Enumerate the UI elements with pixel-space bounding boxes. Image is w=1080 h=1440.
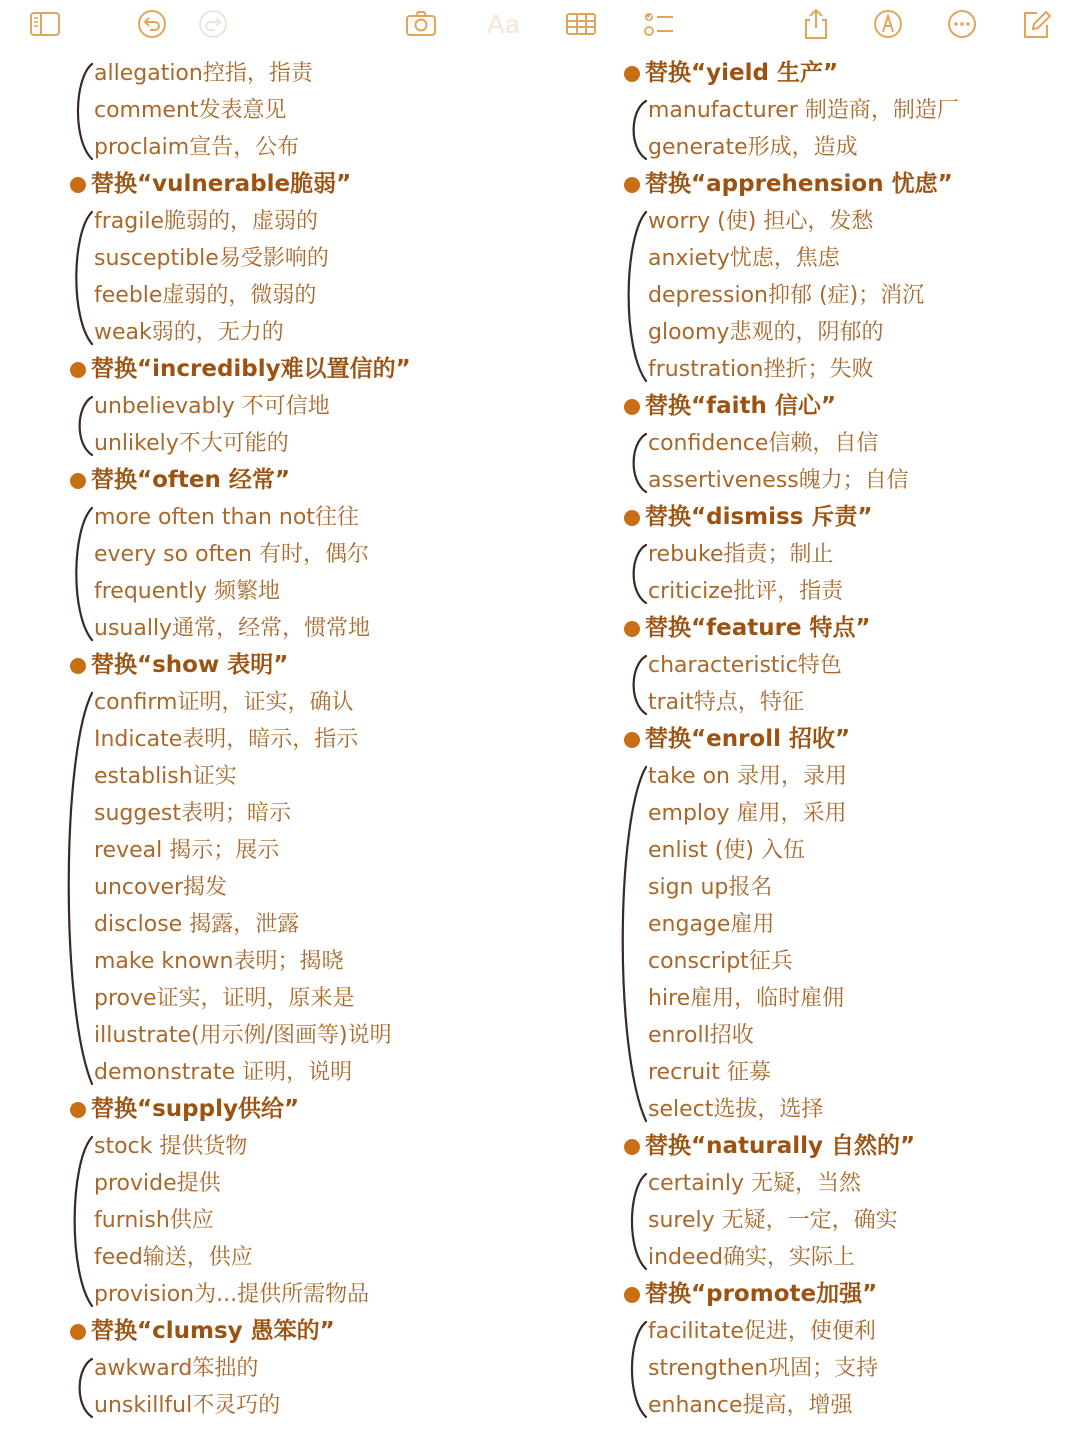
- item-text: confirm证明，证实，确认: [94, 690, 354, 715]
- item-text: more often than not往往: [94, 505, 359, 530]
- section-heading: [70, 1091, 570, 1128]
- list-item: [70, 388, 570, 425]
- item-text: prove证实，证明，原来是: [94, 986, 355, 1011]
- item-text: feeble虚弱的，微弱的: [94, 283, 317, 308]
- list-item: [624, 906, 1080, 943]
- left-column[interactable]: [70, 55, 570, 1424]
- markup-pen-icon[interactable]: [870, 6, 906, 42]
- item-text: provide提供: [94, 1171, 221, 1196]
- list-item: [70, 721, 570, 758]
- heading-text: 替换“clumsy 愚笨的”: [91, 1318, 335, 1344]
- list-item: [624, 943, 1080, 980]
- list-item: [624, 647, 1080, 684]
- sidebar-icon[interactable]: [27, 6, 63, 42]
- item-text: uncover揭发: [94, 875, 228, 900]
- heading-text: 替换“vulnerable脆弱”: [91, 171, 352, 197]
- item-text: manufacturer 制造商，制造厂: [648, 98, 959, 123]
- section-heading: [624, 1276, 1080, 1313]
- list-item: [70, 758, 570, 795]
- list-item: [624, 536, 1080, 573]
- item-text: enlist (使) 入伍: [648, 838, 805, 863]
- item-text: establish证实: [94, 764, 237, 789]
- list-item: [70, 1165, 570, 1202]
- checklist-icon[interactable]: [641, 6, 677, 42]
- item-text: employ 雇用，采用: [648, 801, 847, 826]
- bullet-dot-icon: [70, 1102, 86, 1118]
- item-text: weak弱的，无力的: [94, 320, 284, 345]
- item-text: facilitate促进，使便利: [648, 1319, 876, 1344]
- item-text: comment发表意见: [94, 98, 287, 123]
- redo-icon[interactable]: [195, 6, 231, 42]
- bullet-dot-icon: [624, 399, 640, 415]
- list-item: [624, 1313, 1080, 1350]
- item-text: select选拔，选择: [648, 1097, 824, 1122]
- list-item: [624, 980, 1080, 1017]
- list-item: [624, 573, 1080, 610]
- section-heading: [624, 1128, 1080, 1165]
- notes-toolbar: [0, 0, 1080, 52]
- bullet-dot-icon: [624, 177, 640, 193]
- item-text: fragile脆弱的，虚弱的: [94, 209, 318, 234]
- section-heading: [624, 610, 1080, 647]
- section-heading: [624, 388, 1080, 425]
- bullet-dot-icon: [624, 621, 640, 637]
- list-item: [624, 1387, 1080, 1424]
- item-text: anxiety忧虑，焦虑: [648, 246, 840, 271]
- list-item: [70, 610, 570, 647]
- item-text: susceptible易受影响的: [94, 246, 329, 271]
- list-item: [70, 240, 570, 277]
- more-icon[interactable]: [944, 6, 980, 42]
- list-item: [624, 129, 1080, 166]
- item-text: hire雇用，临时雇佣: [648, 986, 845, 1011]
- list-item: [624, 869, 1080, 906]
- list-item: [624, 351, 1080, 388]
- section-heading: [624, 499, 1080, 536]
- camera-icon[interactable]: [403, 6, 439, 42]
- item-text: recruit 征募: [648, 1060, 771, 1085]
- compose-icon[interactable]: [1018, 6, 1054, 42]
- list-item: [624, 1054, 1080, 1091]
- list-item: [70, 869, 570, 906]
- list-item: [624, 203, 1080, 240]
- item-text: characteristic特色: [648, 653, 842, 678]
- list-item: [70, 684, 570, 721]
- heading-text: 替换“yield 生产”: [645, 60, 839, 86]
- item-text: conscript征兵: [648, 949, 793, 974]
- list-item: [624, 314, 1080, 351]
- item-text: surely 无疑，一定，确实: [648, 1208, 898, 1233]
- item-text: reveal 揭示；展示: [94, 838, 280, 863]
- share-icon[interactable]: [798, 6, 834, 42]
- item-text: indeed确实，实际上: [648, 1245, 856, 1270]
- list-item: [624, 758, 1080, 795]
- item-text: engage雇用: [648, 912, 775, 937]
- item-text: criticize批评，指责: [648, 579, 844, 604]
- bullet-dot-icon: [70, 658, 86, 674]
- list-item: [624, 277, 1080, 314]
- heading-text: 替换“apprehension 忧虑”: [645, 171, 953, 197]
- list-item: [624, 92, 1080, 129]
- list-item: [70, 92, 570, 129]
- list-item: [70, 277, 570, 314]
- item-text: awkward笨拙的: [94, 1356, 259, 1381]
- list-item: [624, 240, 1080, 277]
- bullet-dot-icon: [624, 66, 640, 82]
- bullet-dot-icon: [624, 1139, 640, 1155]
- item-text: proclaim宣告，公布: [94, 135, 300, 160]
- list-item: [70, 1054, 570, 1091]
- bullet-dot-icon: [70, 473, 86, 489]
- right-column[interactable]: [624, 55, 1080, 1424]
- list-item: [70, 1017, 570, 1054]
- item-text: depression抑郁 (症)；消沉: [648, 283, 925, 308]
- list-item: [70, 536, 570, 573]
- item-text: sign up报名: [648, 875, 773, 900]
- item-text: provision为...提供所需物品: [94, 1282, 370, 1307]
- heading-text: 替换“feature 特点”: [645, 615, 871, 641]
- item-text: usually通常，经常，惯常地: [94, 616, 371, 641]
- list-item: [70, 203, 570, 240]
- bullet-dot-icon: [70, 362, 86, 378]
- item-text: frustration挫折；失败: [648, 357, 874, 382]
- item-text: strengthen巩固；支持: [648, 1356, 879, 1381]
- section-heading: [70, 462, 570, 499]
- list-item: [70, 55, 570, 92]
- item-text: unbelievably 不可信地: [94, 394, 330, 419]
- item-text: worry (使) 担心，发愁: [648, 209, 874, 234]
- item-text: demonstrate 证明，说明: [94, 1060, 353, 1085]
- heading-text: 替换“often 经常”: [91, 467, 291, 493]
- list-item: [70, 1239, 570, 1276]
- item-text: assertiveness魄力；自信: [648, 468, 909, 493]
- list-item: [624, 462, 1080, 499]
- list-item: [70, 314, 570, 351]
- item-text: suggest表明；暗示: [94, 801, 291, 826]
- list-item: [70, 1387, 570, 1424]
- item-text: frequently 频繁地: [94, 579, 280, 604]
- list-item: [70, 129, 570, 166]
- item-text: illustrate(用示例/图画等)说明: [94, 1023, 392, 1048]
- item-text: generate形成，造成: [648, 135, 858, 160]
- item-text: take on 录用，录用: [648, 764, 847, 789]
- item-text: feed输送，供应: [94, 1245, 253, 1270]
- item-text: allegation控指，指责: [94, 61, 313, 86]
- list-item: [624, 684, 1080, 721]
- list-item: [70, 1128, 570, 1165]
- section-heading: [624, 55, 1080, 92]
- section-heading: [70, 351, 570, 388]
- item-text: make known表明；揭晓: [94, 949, 344, 974]
- bullet-dot-icon: [624, 732, 640, 748]
- bullet-dot-icon: [70, 1324, 86, 1340]
- item-text: confidence信赖，自信: [648, 431, 879, 456]
- heading-text: 替换“naturally 自然的”: [645, 1133, 916, 1159]
- item-text: certainly 无疑，当然: [648, 1171, 861, 1196]
- list-item: [70, 573, 570, 610]
- heading-text: 替换“enroll 招收”: [645, 726, 851, 752]
- item-text: unskillful不灵巧的: [94, 1393, 281, 1418]
- list-item: [624, 1091, 1080, 1128]
- list-item: [624, 1165, 1080, 1202]
- heading-text: 替换“incredibly难以置信的”: [91, 356, 411, 382]
- list-item: [70, 832, 570, 869]
- list-item: [624, 1202, 1080, 1239]
- item-text: unlikely不大可能的: [94, 431, 289, 456]
- section-heading: [70, 647, 570, 684]
- list-item: [624, 795, 1080, 832]
- heading-text: 替换“promote加强”: [645, 1281, 878, 1307]
- item-text: enhance提高，增强: [648, 1393, 853, 1418]
- list-item: [70, 1202, 570, 1239]
- list-item: [70, 499, 570, 536]
- item-text: furnish供应: [94, 1208, 214, 1233]
- text-format-icon[interactable]: Aa: [487, 8, 521, 39]
- heading-text: 替换“dismiss 斥责”: [645, 504, 873, 530]
- item-text: every so often 有时，偶尔: [94, 542, 369, 567]
- bullet-dot-icon: [624, 1287, 640, 1303]
- item-text: enroll招收: [648, 1023, 754, 1048]
- list-item: [70, 980, 570, 1017]
- undo-icon[interactable]: [134, 6, 170, 42]
- item-text: rebuke指责；制止: [648, 542, 834, 567]
- item-text: disclose 揭露，泄露: [94, 912, 300, 937]
- bullet-dot-icon: [70, 177, 86, 193]
- item-text: Indicate表明，暗示，指示: [94, 727, 359, 752]
- table-icon[interactable]: [563, 6, 599, 42]
- bullet-dot-icon: [624, 510, 640, 526]
- section-heading: [624, 721, 1080, 758]
- list-item: [70, 943, 570, 980]
- heading-text: 替换“faith 信心”: [645, 393, 837, 419]
- list-item: [70, 425, 570, 462]
- list-item: [624, 425, 1080, 462]
- list-item: [70, 1350, 570, 1387]
- heading-text: 替换“show 表明”: [91, 652, 289, 678]
- list-item: [70, 795, 570, 832]
- item-text: stock 提供货物: [94, 1134, 248, 1159]
- section-heading: [624, 166, 1080, 203]
- section-heading: [70, 166, 570, 203]
- list-item: [624, 832, 1080, 869]
- heading-text: 替换“supply供给”: [91, 1096, 300, 1122]
- list-item: [70, 906, 570, 943]
- list-item: [624, 1239, 1080, 1276]
- list-item: [70, 1276, 570, 1313]
- list-item: [624, 1350, 1080, 1387]
- item-text: gloomy悲观的，阴郁的: [648, 320, 884, 345]
- list-item: [624, 1017, 1080, 1054]
- section-heading: [70, 1313, 570, 1350]
- item-text: trait特点，特征: [648, 690, 804, 715]
